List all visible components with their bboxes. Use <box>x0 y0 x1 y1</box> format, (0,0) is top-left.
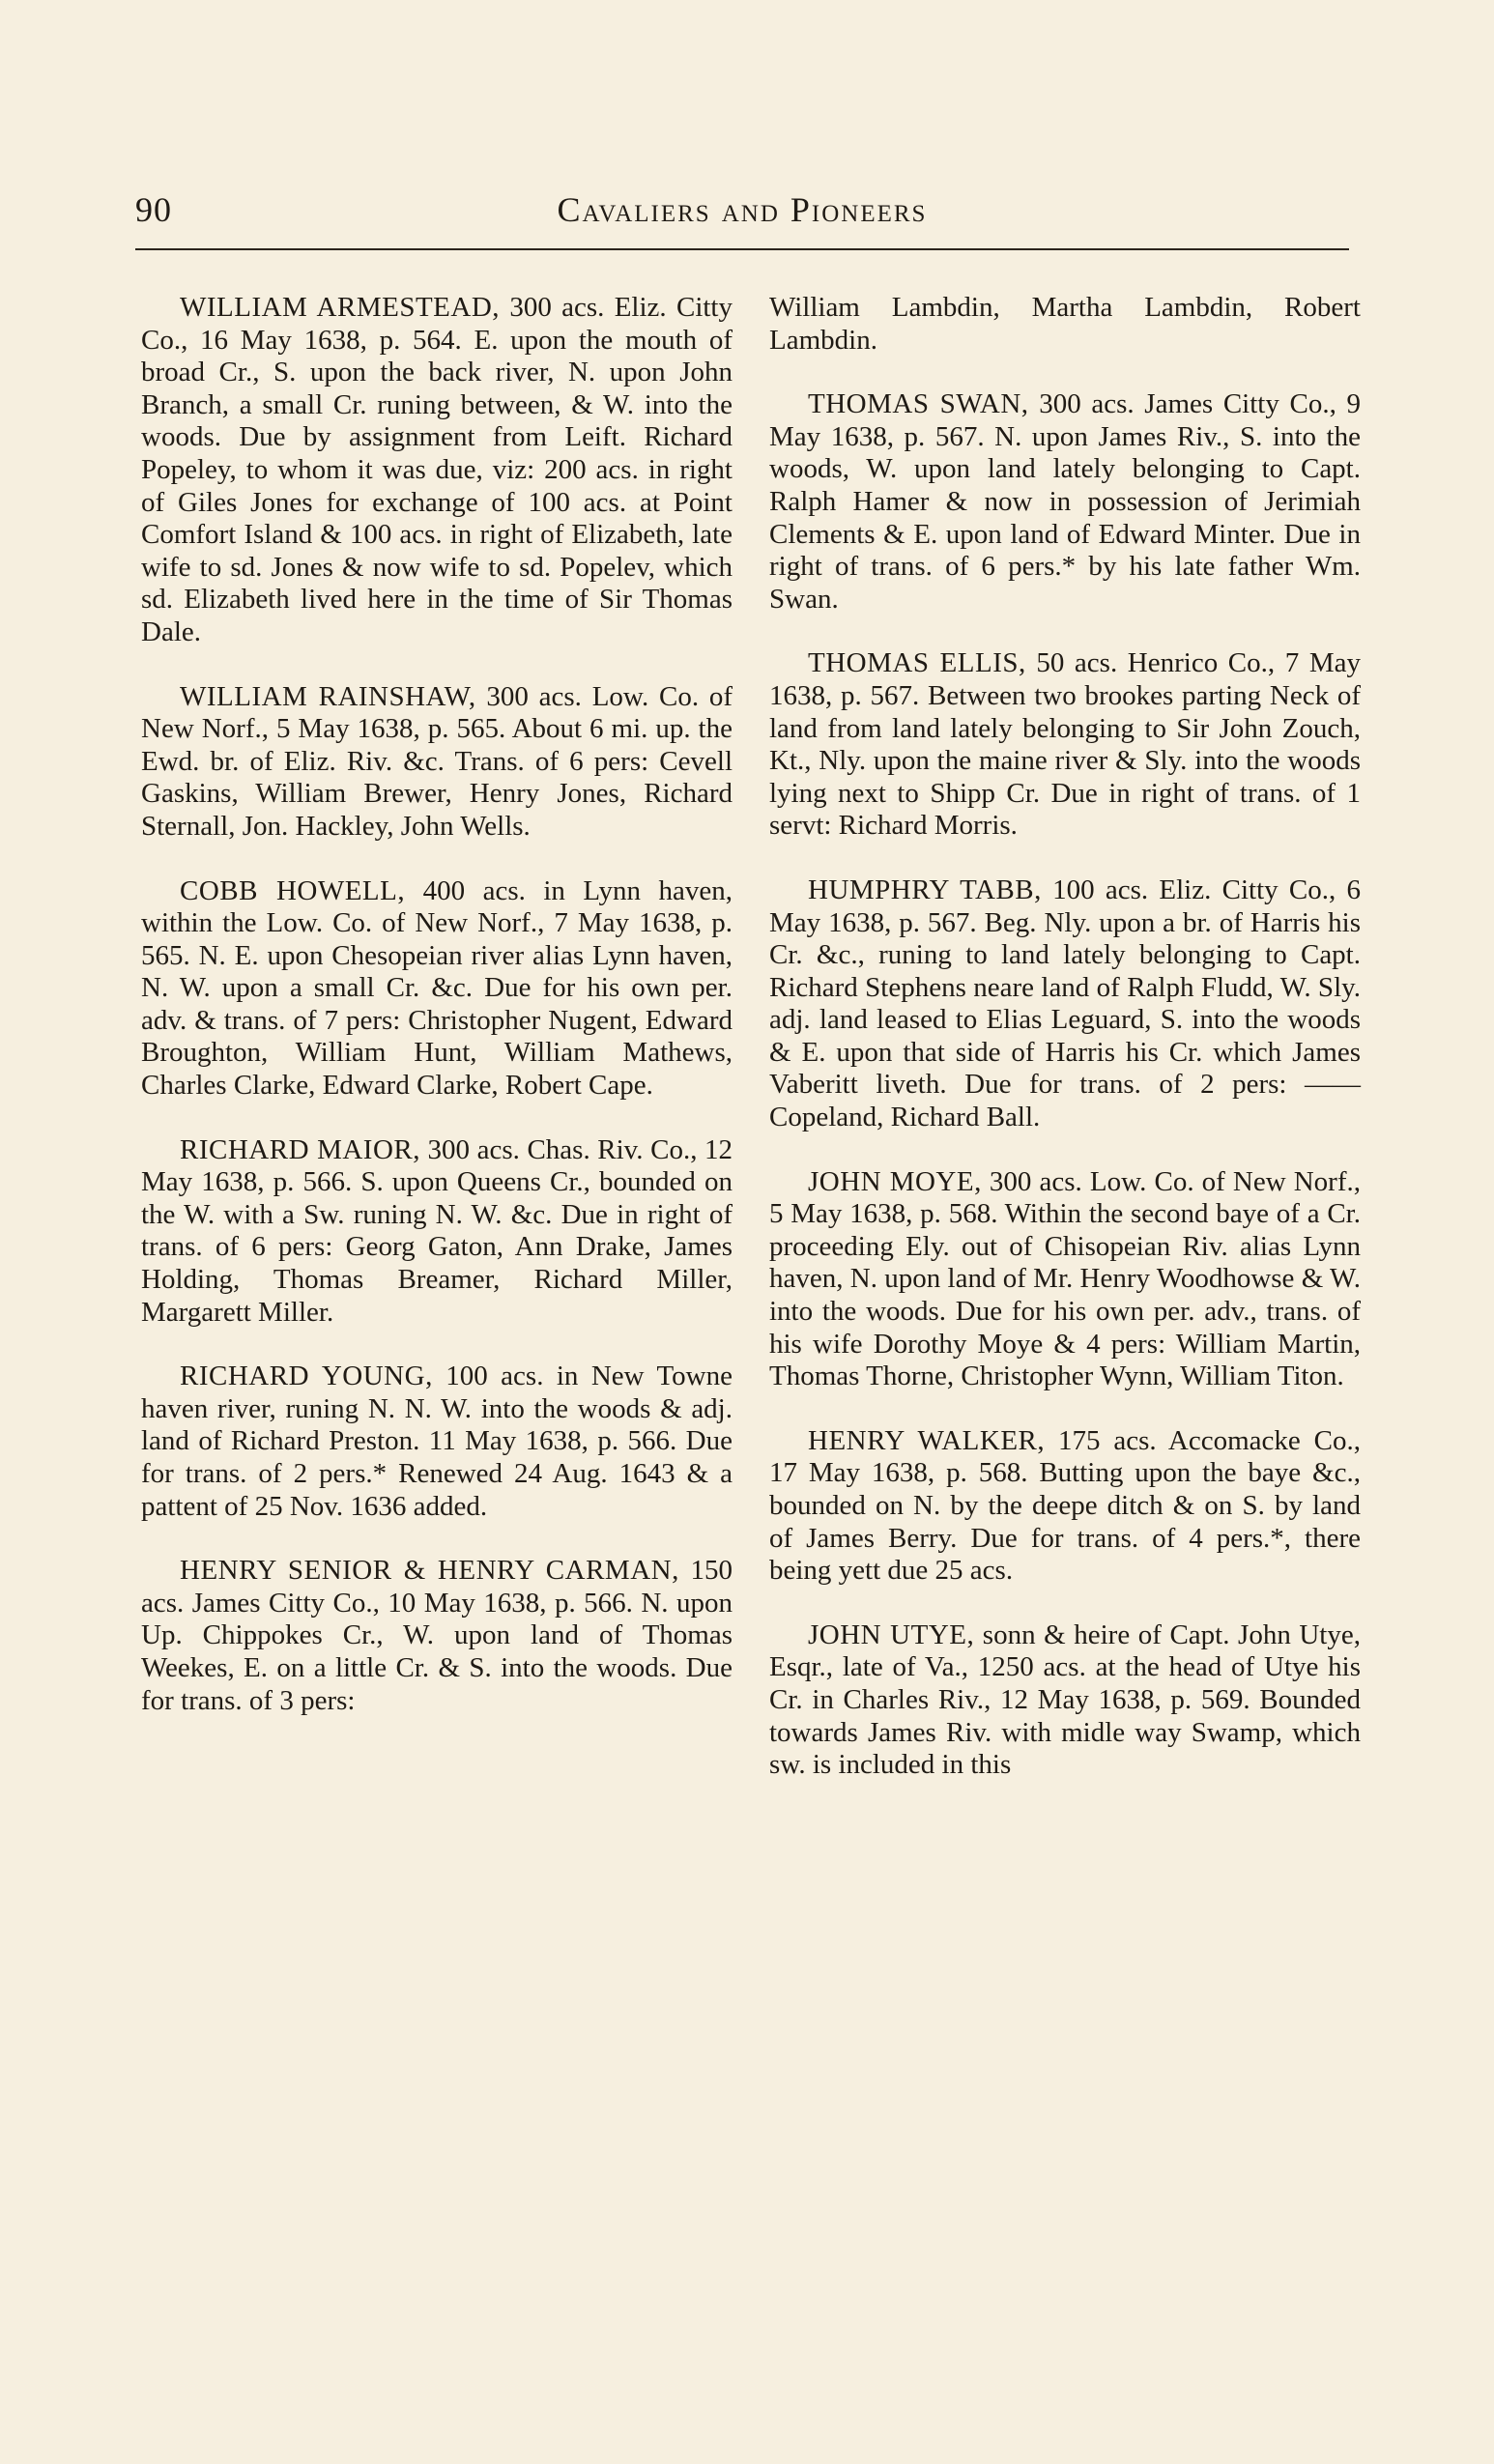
patentee-name: JOHN MOYE, <box>808 1165 982 1197</box>
patentee-name: RICHARD YOUNG, <box>180 1361 433 1392</box>
patent-details: 400 acs. in Lynn haven, within the Low. Co. of New Norf., 7 May 1638, p. 565. N. E. upon Chesopeian river alias Lynn haven, N. W. upon a small Cr. &c. Due for his own per. adv. & trans. of 7 pers: Christopher Nugent, Edward Broughton, William Hunt, William Mathews, Charles Clarke, Edward Clarke, Robert Cape. <box>141 874 733 1102</box>
patent-entry <box>769 1619 1361 1782</box>
patent-entry <box>141 1361 733 1523</box>
page-header <box>135 189 1349 238</box>
patent-details: sonn & heire of Capt. John Utye, Esqr., late of Va., 1250 acs. at the head of Utye his Cr. in Charles Riv., 12 May 1638, p. 569. Bounded towards James Riv. with midle way Swamp, which sw. is included in this <box>769 1619 1361 1781</box>
patentee-name: COBB HOWELL, <box>180 874 406 906</box>
patent-details: 300 acs. Eliz. Citty Co., 16 May 1638, p. 564. E. upon the mouth of broad Cr., S. upon the back river, N. upon John Branch, a small Cr. runing between, & W. into the woods. Due by assignment from Leift. Richard Popeley, to whom it was due, viz: 200 acs. in right of Giles Jones for exchange of 100 acs. at Point Comfort Island & 100 acs. in right of Elizabeth, late wife to sd. Jones & now wife to sd. Popelev, which sd. Elizabeth lived here in the time of Sir Thomas Dale. <box>141 292 733 647</box>
right-column <box>769 292 1361 1814</box>
patentee-name: HENRY SENIOR & HENRY CARMAN, <box>180 1555 679 1587</box>
patent-details: 300 acs. Low. Co. of New Norf., 5 May 1638, p. 568. Within the second baye of a Cr. proceeding Ely. out of Chisopeian Riv. alias Lynn haven, N. upon land of Mr. Henry Woodhowse & W. into the woods. Due for his own per. adv., trans. of his wife Dorothy Moye & 4 pers: William Martin, Thomas Thorne, Christopher Wynn, William Titon. <box>769 1165 1361 1392</box>
patent-entry <box>769 874 1361 1134</box>
patentee-name: THOMAS ELLIS, <box>808 647 1026 679</box>
patent-entry <box>141 875 733 1103</box>
patent-entry <box>769 388 1361 616</box>
patentee-name: HENRY WALKER, <box>808 1424 1046 1456</box>
header-rule <box>135 248 1349 250</box>
patent-details: 150 acs. James Citty Co., 10 May 1638, p. 566. N. upon Up. Chippokes Cr., W. upon land of Thomas Weekes, E. on a little Cr. & S. into the woods. Due for trans. of 3 pers: <box>141 1555 733 1716</box>
patent-entry <box>141 1134 733 1330</box>
patent-entry <box>769 1166 1361 1393</box>
running-title: Cavaliers and Pioneers <box>557 190 928 229</box>
patentee-name: JOHN UTYE, <box>808 1619 975 1650</box>
patent-entry <box>769 647 1361 843</box>
patent-details: 100 acs. Eliz. Citty Co., 6 May 1638, p. 567. Beg. Nly. upon a br. of Harris his Cr. &c., runing to land lately belonging to Capt. Richard Stephens neare land of Ralph Fludd, W. Sly. adj. land leased to Elias Leguard, S. into the woods & E. upon that side of Harris his Cr. which James Vaberitt liveth. Due for trans. of 2 pers: —— Copeland, Richard Ball. <box>769 874 1361 1133</box>
patent-details: 300 acs. Low. Co. of New Norf., 5 May 1638, p. 565. About 6 mi. up. the Ewd. br. of Eliz. Riv. &c. Trans. of 6 pers: Cevell Gaskins, William Brewer, Henry Jones, Richard Sternall, Jon. Hackley, John Wells. <box>141 680 733 842</box>
patentee-name: RICHARD MAIOR, <box>180 1133 420 1165</box>
patent-entry <box>141 1555 733 1717</box>
patent-details: 300 acs. Chas. Riv. Co., 12 May 1638, p. 566. S. upon Queens Cr., bounded on the W. with a Sw. runing N. W. &c. Due in right of trans. of 6 pers: Georg Gaton, Ann Drake, James Holding, Thomas Breamer, Richard Miller, Margarett Miller. <box>141 1133 733 1328</box>
patent-entry <box>141 681 733 844</box>
patent-details: 50 acs. Henrico Co., 7 May 1638, p. 567. Between two brookes parting Neck of land from land lately belonging to Sir John Zouch, Kt., Nly. upon the maine river & Sly. into the woods lying next to Shipp Cr. Due in right of trans. of 1 servt: Richard Morris. <box>769 647 1361 842</box>
patentee-name: HUMPHRY TABB, <box>808 874 1042 905</box>
patentee-name: WILLIAM ARMESTEAD, <box>180 292 501 323</box>
patent-entry <box>141 292 733 649</box>
patent-details: 175 acs. Accomacke Co., 17 May 1638, p. 568. Butting upon the baye &c., bounded on N. by the deepe ditch & on S. by land of James Berry. Due for trans. of 4 pers.*, there being yett due 25 acs. <box>769 1424 1361 1587</box>
patentee-name: THOMAS SWAN, <box>808 388 1029 420</box>
patent-entry <box>769 1425 1361 1588</box>
patent-details: 300 acs. James Citty Co., 9 May 1638, p. 567. N. upon James Riv., S. into the woods, W. upon land lately belonging to Capt. Ralph Hamer & now in possession of Jerimiah Clements & E. upon land of Edward Minter. Due in right of trans. of 6 pers.* by his late father Wm. Swan. <box>769 388 1361 615</box>
left-column <box>141 292 733 1749</box>
patent-details: 100 acs. in New Towne haven river, runing N. N. W. into the woods & adj. land of Richard Preston. 11 May 1638, p. 566. Due for trans. of 2 pers.* Renewed 24 Aug. 1643 & a pattent of 25 Nov. 1636 added. <box>141 1361 733 1522</box>
patentee-name: WILLIAM RAINSHAW, <box>180 680 476 712</box>
page-number: 90 <box>135 190 172 229</box>
continued-entry: William Lambdin, Martha Lambdin, Robert Lambdin. <box>769 292 1361 356</box>
